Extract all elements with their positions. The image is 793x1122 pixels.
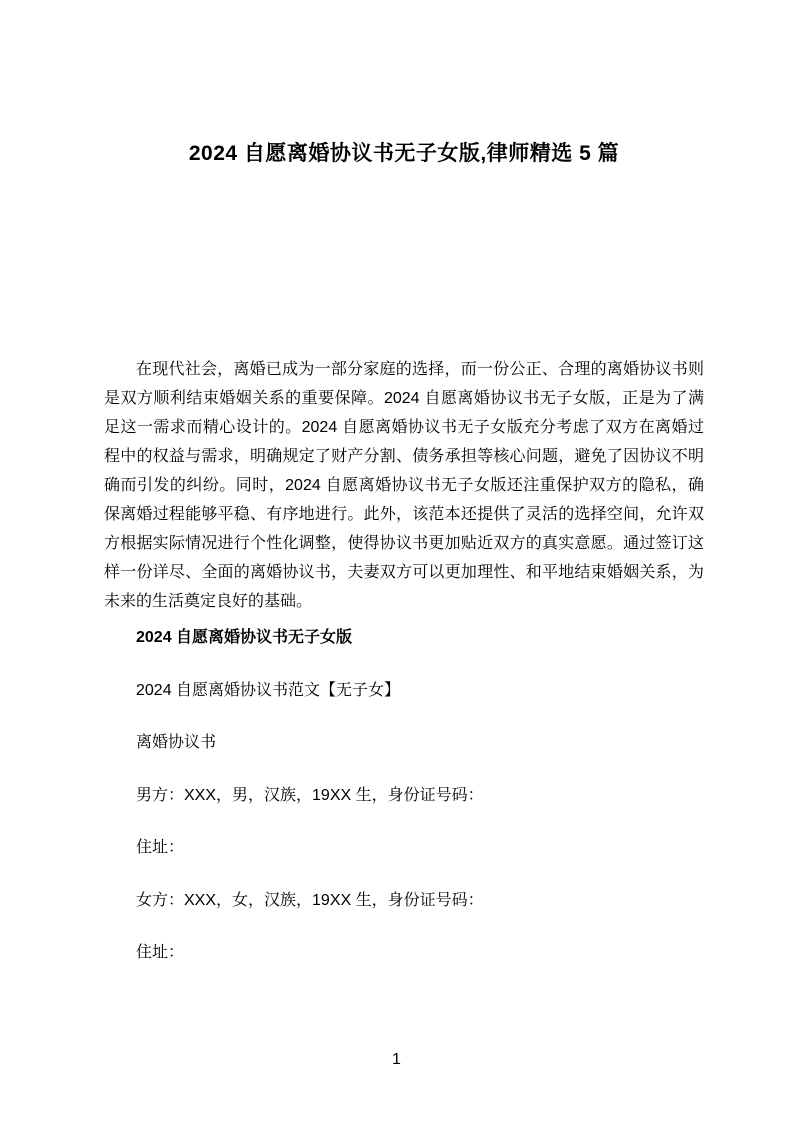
section-heading: 2024 自愿离婚协议书无子女版 <box>136 629 353 646</box>
wife-address-line: 住址： <box>136 944 185 961</box>
husband-address-line: 住址： <box>136 839 185 856</box>
sample-subtitle: 2024 自愿离婚协议书范文【无子女】 <box>136 682 401 699</box>
agreement-title: 离婚协议书 <box>136 734 217 751</box>
intro-paragraph: 在现代社会，离婚已成为一部分家庭的选择，而一份公正、合理的离婚协议书则是双方顺利结束婚姻关系的重要保障。2024 自愿离婚协议书无子女版，正是为了满足这一需求而精心设计的。2024 自愿离婚协议书无子女版充分考虑了双方在离婚过程中的权益与需求，明确规定了财产分割、债务承担等核心问题，避免了因协议不明确而引发的纠纷。同时，2024 自愿离婚协议书无子女版还注重保护双方的隐私，确保离婚过程能够平稳、有序地进行。此外，该范本还提供了灵活的选择空间，允许双方根据实际情况进行个性化调整，使得协议书更加贴近双方的真实意愿。通过签订这样一份详尽、全面的离婚协议书，夫妻双方可以更加理性、和平地结束婚姻关系，为未来的生活奠定良好的基础。 <box>104 361 704 610</box>
page-number: 1 <box>392 1051 401 1068</box>
document-title: 2024 自愿离婚协议书无子女版,律师精选 5 篇 <box>188 142 620 165</box>
wife-info-line: 女方：XXX，女，汉族，19XX 生，身份证号码： <box>136 892 484 909</box>
husband-info-line: 男方：XXX，男，汉族，19XX 生，身份证号码： <box>136 787 484 804</box>
